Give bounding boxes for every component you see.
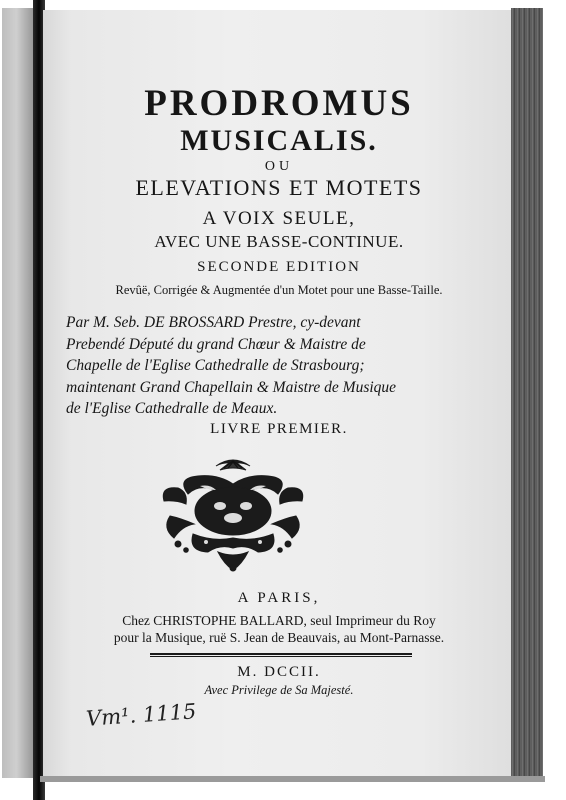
imprint-year: M. DCCII. <box>237 664 321 680</box>
page-bottom-shadow <box>40 776 545 782</box>
author-line: Chapelle de l'Eglise Cathedralle de Strasbourg; <box>66 357 365 374</box>
subtitle-line-3: AVEC UNE BASSE-CONTINUE. <box>154 232 404 251</box>
imprint-city: A PARIS, <box>237 590 321 606</box>
subtitle-line-1: ELEVATIONS ET MOTETS <box>135 175 423 200</box>
author-line: Par M. Seb. DE BROSSARD Prestre, cy-devant <box>66 314 361 331</box>
author-line: Prebendé Député du grand Chœur & Maistre de <box>66 335 366 353</box>
conjunction: OU <box>264 159 294 174</box>
handwritten-shelfmark: Vm¹. 1115 <box>85 699 197 731</box>
publisher-line-2: pour la Musique, ruë S. Jean de Beauvais, au Mont-Parnasse. <box>113 630 445 645</box>
page-stack-edge <box>511 8 543 780</box>
title-line-1: PRODROMUS <box>144 83 414 124</box>
author-line: de l'Eglise Cathedralle de Meaux. <box>66 400 278 417</box>
author-statement <box>66 312 496 420</box>
author-line: maintenant Grand Chapellain & Maistre de Musique <box>66 378 397 396</box>
book-number: LIVRE PREMIER. <box>210 421 348 437</box>
subtitle-line-2: A VOIX SEULE, <box>202 208 356 229</box>
publisher-line-1: Chez CHRISTOPHE BALLARD, seul Imprimeur du Roy <box>122 613 436 628</box>
imprint-rule-thin <box>150 656 412 657</box>
privilege-note: Avec Privilege de Sa Majesté. <box>204 683 354 697</box>
edition-label: SECONDE EDITION <box>197 259 361 275</box>
edition-note: Revûë, Corrigée & Augmentée d'un Motet pour une Basse-Taille. <box>115 283 443 297</box>
imprint-rule <box>150 653 412 655</box>
title-line-2: MUSICALIS. <box>180 124 378 157</box>
floral-cartouche-ornament-icon <box>158 456 308 573</box>
